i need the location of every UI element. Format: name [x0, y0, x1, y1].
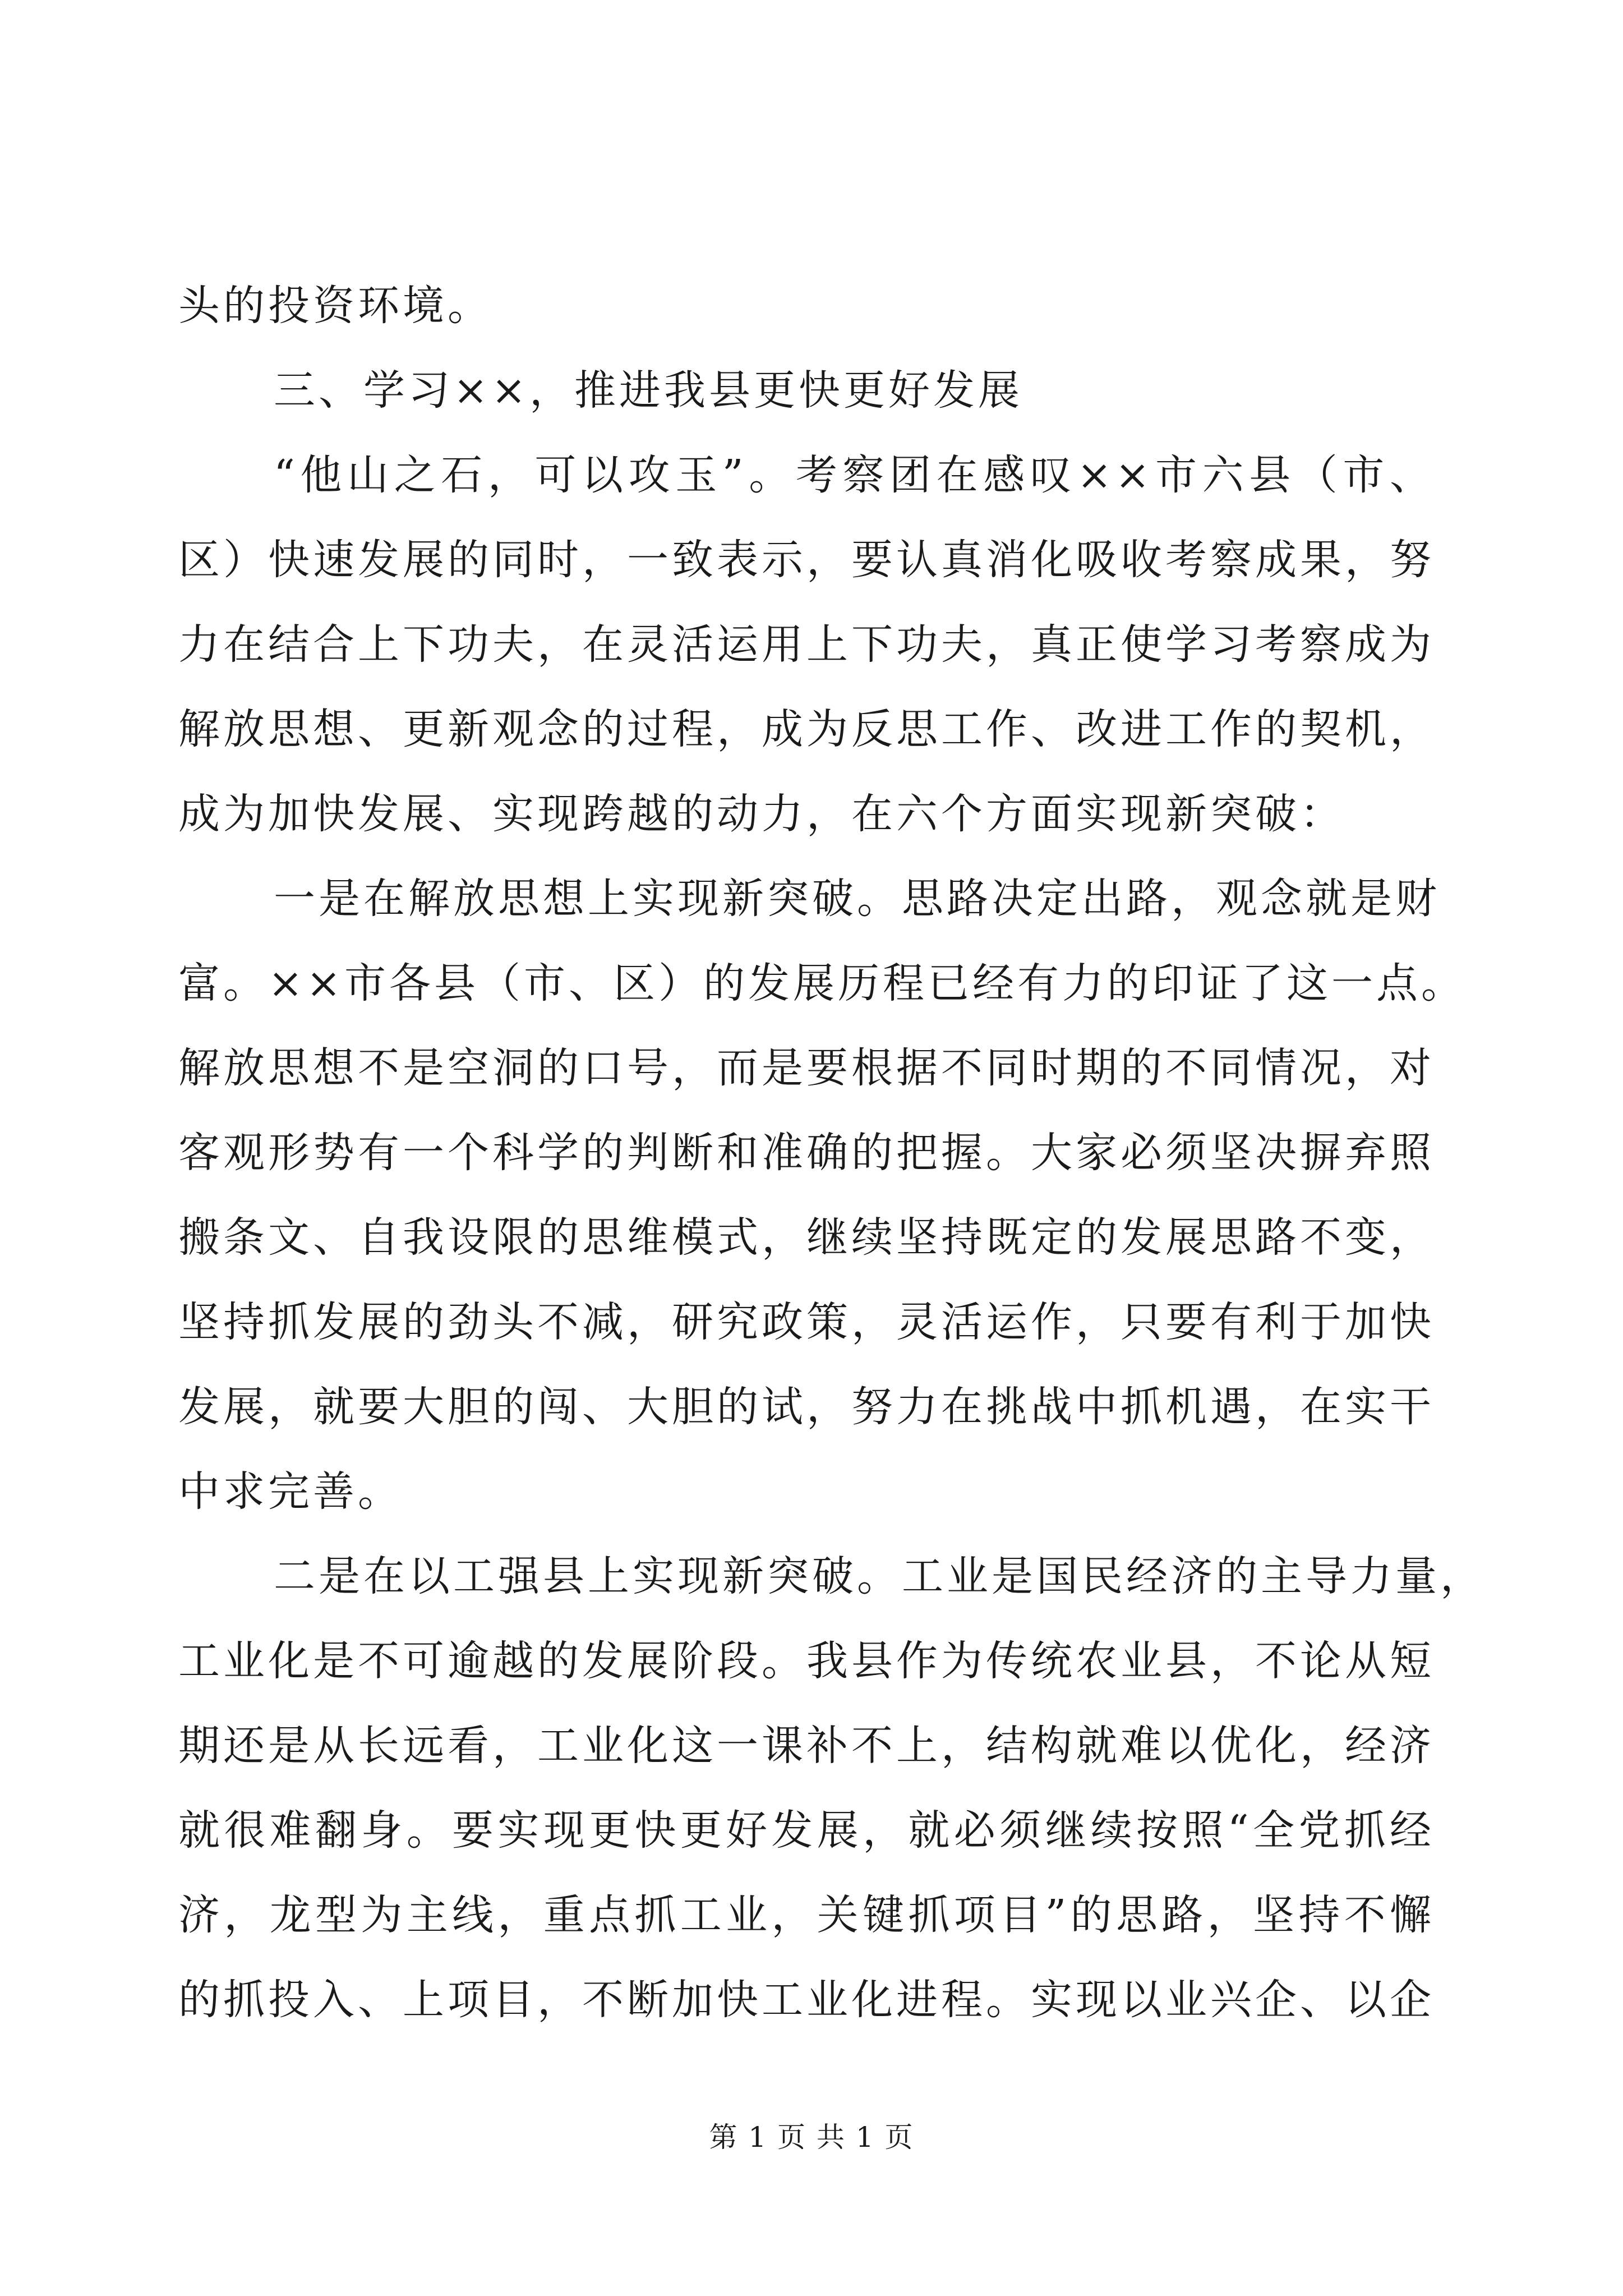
- document-body: [178, 264, 1485, 2042]
- paragraph-line: 富。××市各县（市、区）的发展历程已经有力的印证了这一点。: [178, 959, 1467, 1007]
- paragraph-line: 一是在解放思想上实现新突破。思路决定出路，观念就是财: [274, 875, 1440, 923]
- paragraph-line: 区）快速发展的同时，一致表示，要认真消化吸收考察成果，努: [178, 536, 1435, 584]
- section-heading: 三、学习××，推进我县更快更好发展: [274, 366, 1023, 415]
- paragraph-line: 客观形势有一个科学的判断和准确的把握。大家必须坚决摒弃照: [178, 1129, 1435, 1177]
- paragraph-line: 力在结合上下功夫，在灵活运用上下功夫，真正使学习考察成为: [178, 620, 1435, 669]
- paragraph-line: 期还是从长远看，工业化这一课补不上，结构就难以优化，经济: [178, 1722, 1435, 1770]
- paragraph-line: “他山之石，可以攻玉”。考察团在感叹××市六县（市、: [274, 451, 1435, 499]
- paragraph-line: 就很难翻身。要实现更快更好发展，就必须继续按照“全党抓经: [178, 1806, 1435, 1855]
- page-number-footer: 第 1 页 共 1 页: [709, 2121, 914, 2154]
- paragraph-line: 中求完善。: [178, 1467, 403, 1516]
- paragraph-line: 二是在以工强县上实现新突破。工业是国民经济的主导力量，: [274, 1552, 1485, 1600]
- paragraph-line: 解放思想、更新观念的过程，成为反思工作、改进工作的契机，: [178, 705, 1435, 753]
- paragraph-line: 济，龙型为主线，重点抓工业，关键抓项目”的思路，坚持不懈: [178, 1891, 1435, 1939]
- paragraph-line: 工业化是不可逾越的发展阶段。我县作为传统农业县，不论从短: [178, 1637, 1435, 1685]
- text-line: 头的投资环境。: [178, 282, 492, 330]
- paragraph-line: 发展，就要大胆的闯、大胆的试，努力在挑战中抓机遇，在实干: [178, 1383, 1435, 1431]
- paragraph-line: 坚持抓发展的劲头不减，研究政策，灵活运作，只要有利于加快: [178, 1298, 1435, 1346]
- paragraph-line: 解放思想不是空洞的口号，而是要根据不同时期的不同情况，对: [178, 1044, 1435, 1092]
- paragraph-line: 成为加快发展、实现跨越的动力，在六个方面实现新突破：: [178, 790, 1345, 838]
- paragraph-line: 搬条文、自我设限的思维模式，继续坚持既定的发展思路不变，: [178, 1213, 1435, 1262]
- paragraph-line: 的抓投入、上项目，不断加快工业化进程。实现以业兴企、以企: [178, 1976, 1435, 2024]
